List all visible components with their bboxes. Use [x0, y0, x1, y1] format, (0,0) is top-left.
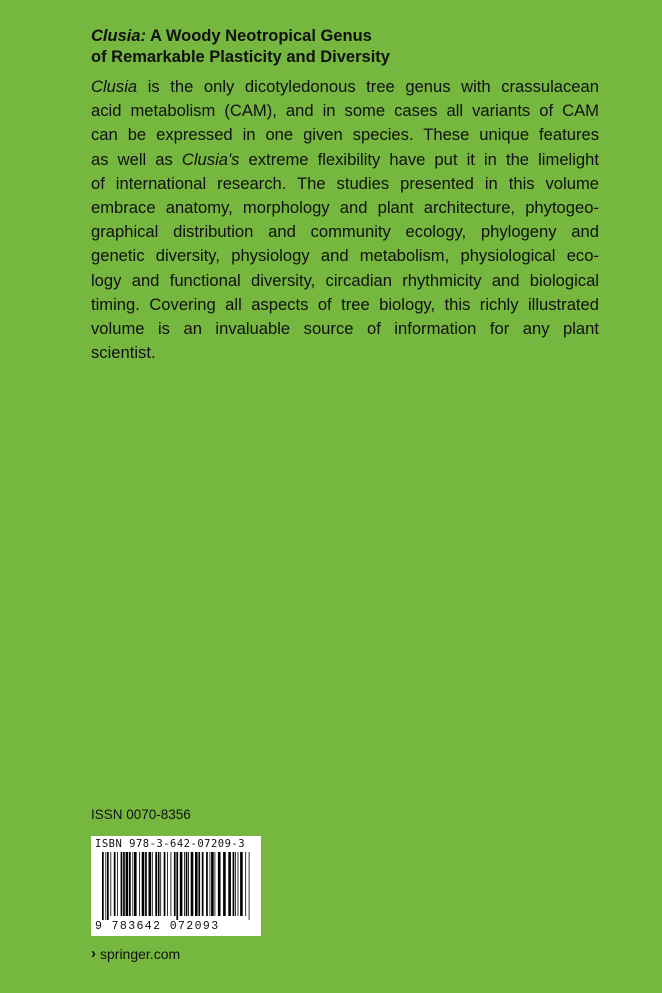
- barcode-bar: [210, 852, 211, 916]
- blurb-text: as well as: [91, 149, 182, 169]
- barcode-bar: [110, 852, 111, 916]
- barcode-bar: [249, 852, 250, 920]
- barcode-bar: [195, 852, 198, 916]
- blurb-line: [91, 75, 599, 99]
- blurb-text: is the only dicotyledonous tree genus with crassulacean: [137, 77, 599, 96]
- barcode-bar: [114, 852, 116, 916]
- blurb-line: volume is an invaluable source of information for any plant: [91, 319, 599, 339]
- barcode-bar: [149, 852, 152, 916]
- blurb-line: [91, 148, 599, 172]
- barcode-bar: [164, 852, 166, 916]
- barcode-bar: [117, 852, 118, 916]
- barcode-bar: [132, 852, 133, 916]
- blurb-line: embrace anatomy, morphology and plant architecture, phytogeo-: [91, 198, 599, 218]
- barcode-bar: [158, 852, 160, 916]
- barcode-bar: [180, 852, 183, 916]
- blurb-line: of international research. The studies presented in this volume: [91, 173, 599, 193]
- blurb-line: acid metabolism (CAM), and in some cases all variants of CAM: [91, 101, 599, 121]
- barcode-bar: [191, 852, 194, 916]
- barcode-bar: [155, 852, 157, 916]
- barcode-bar: [145, 852, 147, 916]
- issn: ISSN 0070-8356: [91, 807, 191, 822]
- publisher-link[interactable]: [91, 945, 180, 962]
- ean-digits: 9 783642 072093: [95, 920, 257, 933]
- barcode-bar: [211, 852, 214, 916]
- blurb-text: extreme flexibility have put it in the limelight: [239, 149, 599, 169]
- barcode-bar: [245, 852, 246, 916]
- barcode-bar: [102, 852, 104, 920]
- barcode-bar: [174, 852, 176, 916]
- barcode-bar: [235, 852, 236, 916]
- barcode-bar: [206, 852, 208, 916]
- barcode-bar: [105, 852, 106, 920]
- blurb-line: graphical distribution and community ecology, phylogeny and: [91, 222, 599, 242]
- barcode-bar: [107, 852, 109, 920]
- blurb-line: genetic diversity, physiology and metabolism, physiological eco-: [91, 246, 599, 266]
- blurb: [91, 75, 599, 365]
- isbn-label: ISBN 978-3-642-07209-3: [95, 838, 246, 850]
- chevron-right-icon: ›: [91, 945, 96, 962]
- barcode-bar: [160, 852, 161, 916]
- barcode-bar: [176, 852, 178, 920]
- barcode-bar: [215, 852, 216, 916]
- blurb-italic: Clusia's: [181, 149, 240, 169]
- barcode-bar: [198, 852, 200, 916]
- barcode-bar: [202, 852, 204, 916]
- barcode-bar: [142, 852, 145, 916]
- barcode-bar: [152, 852, 153, 916]
- barcode-bar: [238, 852, 239, 916]
- blurb-line: logy and functional diversity, circadian rhythmicity and biological: [91, 270, 599, 290]
- barcode-bar: [188, 852, 189, 916]
- barcode-bar: [167, 852, 168, 916]
- barcode-bar: [186, 852, 188, 916]
- barcode-bar: [123, 852, 125, 916]
- barcode-bar: [223, 852, 226, 916]
- publisher-url: springer.com: [100, 945, 181, 962]
- barcode-bar: [228, 852, 231, 916]
- barcode-bar: [129, 852, 131, 916]
- blurb-line: can be expressed in one given species. These unique features: [91, 125, 599, 145]
- barcode-bars: [102, 852, 252, 920]
- title-line-2: of Remarkable Plasticity and Diversity: [91, 48, 390, 66]
- barcode-bar: [134, 852, 137, 916]
- blurb-line: scientist.: [91, 343, 156, 363]
- barcode-bar: [218, 852, 221, 916]
- barcode-bar: [121, 852, 123, 916]
- blurb-italic: Clusia: [91, 77, 138, 96]
- barcode-bar: [171, 852, 172, 916]
- title-rest: A Woody Neotropical Genus: [146, 27, 372, 45]
- barcode-bar: [240, 852, 243, 916]
- barcode: [91, 836, 261, 936]
- barcode-bar: [139, 852, 140, 916]
- barcode-bar: [233, 852, 235, 916]
- blurb-line: timing. Covering all aspects of tree biology, this richly illustrated: [91, 294, 599, 314]
- cover-title: [91, 26, 611, 68]
- barcode-bar: [126, 852, 129, 916]
- title-italic: Clusia:: [91, 27, 147, 45]
- barcode-bar: [184, 852, 185, 916]
